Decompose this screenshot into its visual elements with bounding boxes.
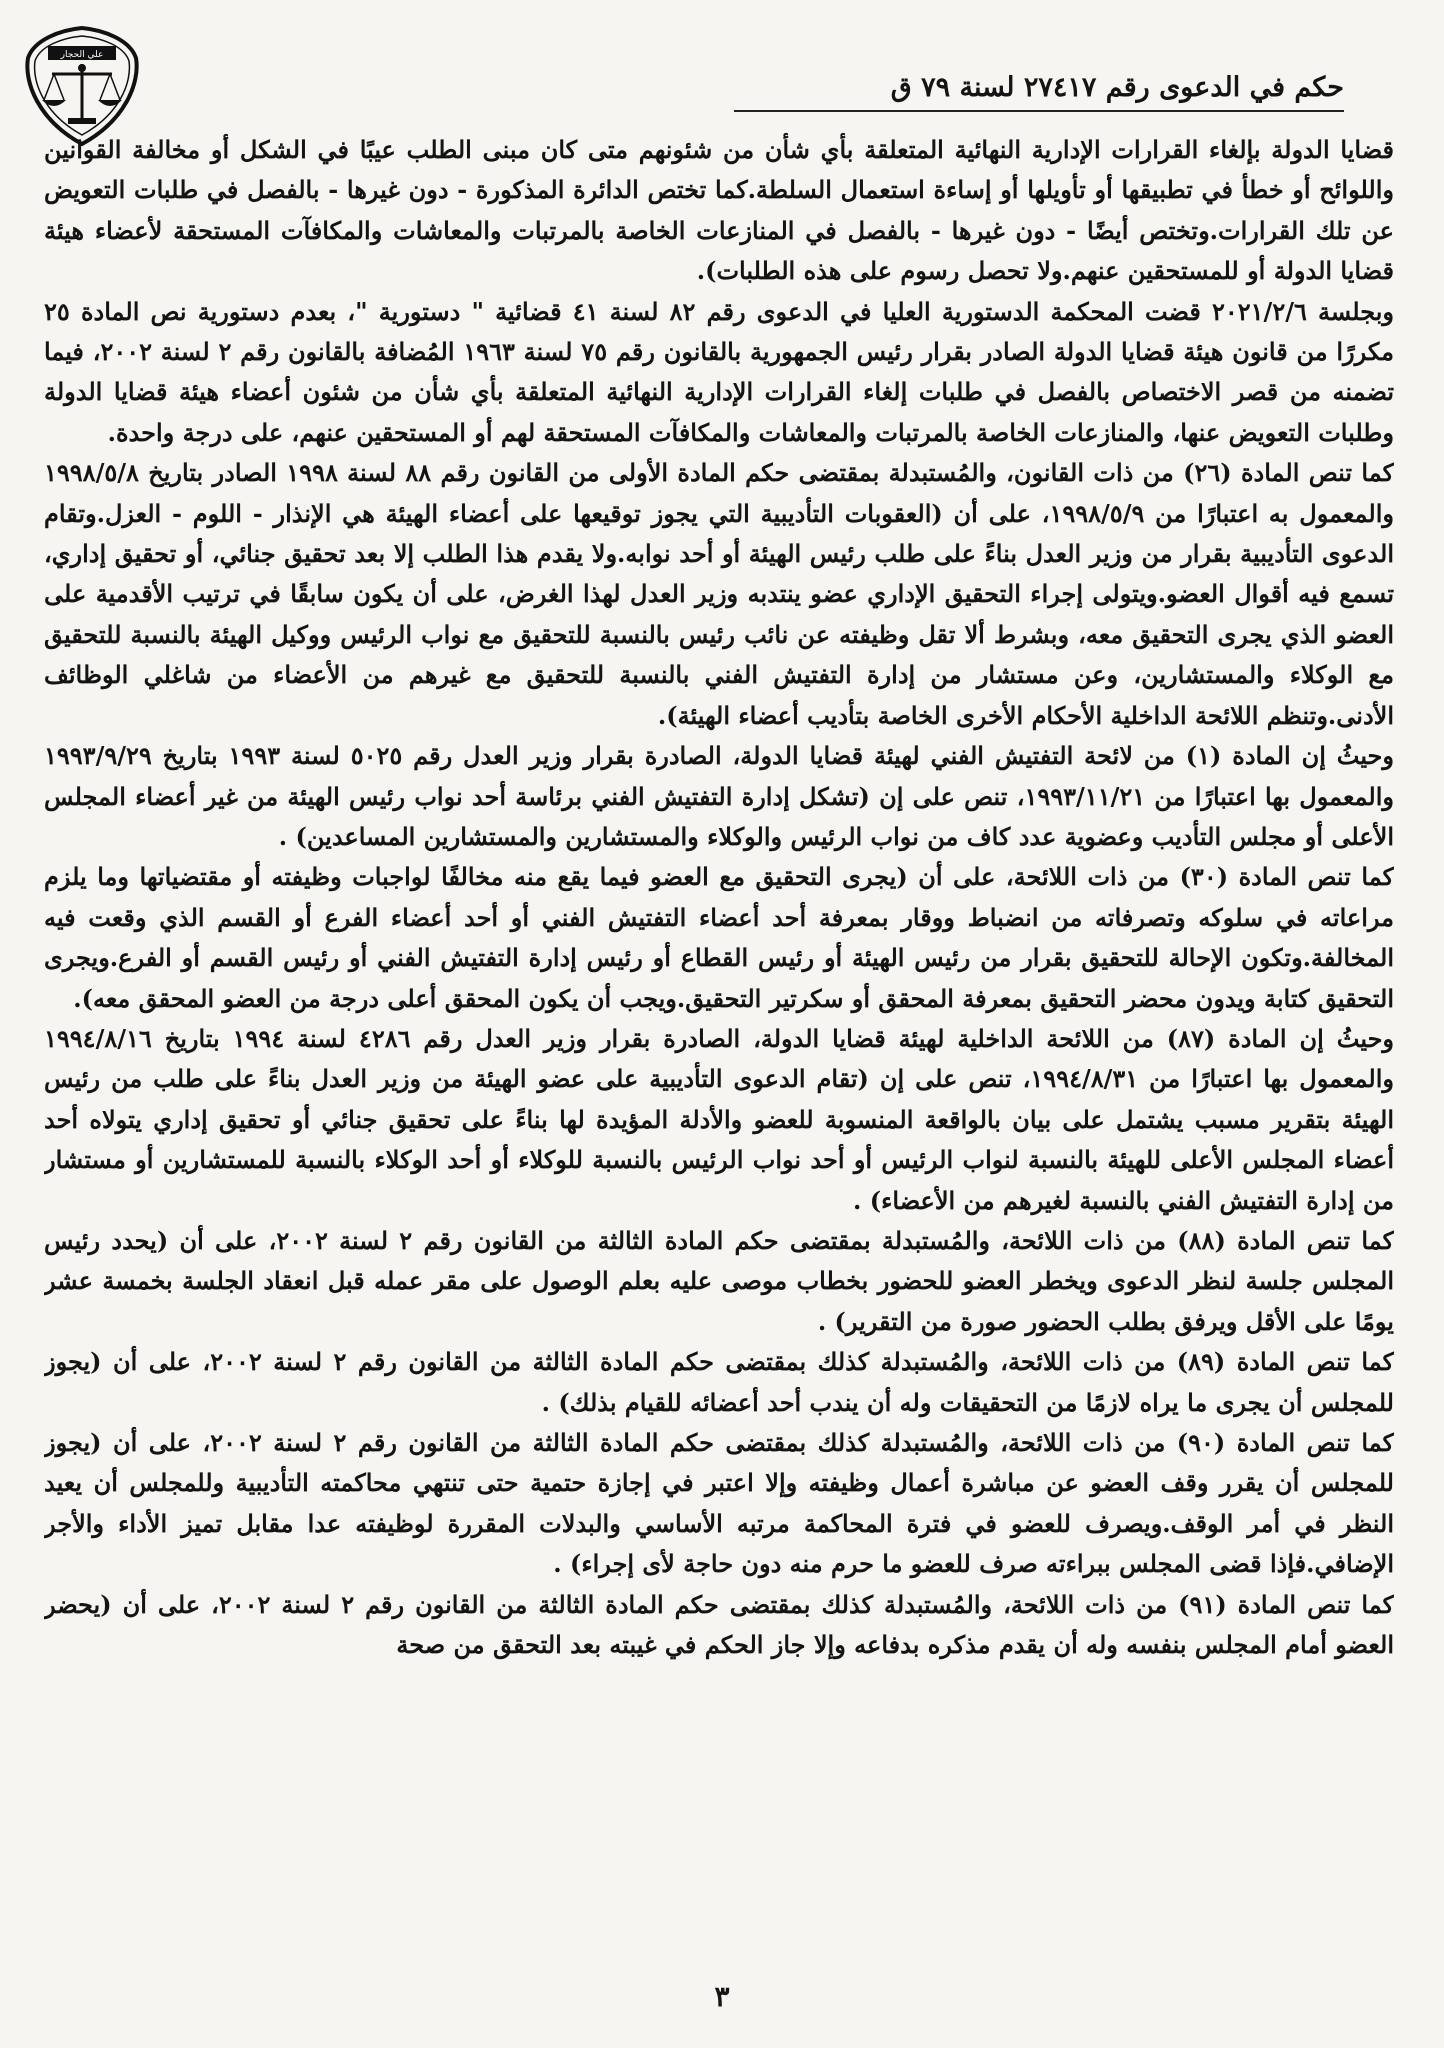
page-number: ٣ [714, 1980, 730, 2013]
paragraph: كما تنص المادة (٣٠) من ذات اللائحة، على أن (يجرى التحقيق مع العضو فيما يقع منه مخالفًا لواجبات وظيفته أو مقتضياتها وما يلزم مراعاته في سلوكه وتصرفاته من انضباط ووقار بمعرفة أحد أعضاء التفتيش الفني أو أحد أعضاء الفرع أو القسم الذي وقعت فيه المخالفة.وتكون الإحالة للتحقيق بقرار من رئيس الهيئة أو رئيس القطاع أو رئيس إدارة التفتيش الفني أو رئيس القسم أو الفرع.ويجرى التحقيق كتابة ويدون محضر التحقيق بمعرفة المحقق أو سكرتير التحقيق.ويجب أن يكون المحقق أعلى درجة من العضو المحقق معه). [44, 862, 1394, 1013]
case-title: حكم في الدعوى رقم ٢٧٤١٧ لسنة ٧٩ ق [890, 72, 1344, 103]
paragraph: قضايا الدولة بإلغاء القرارات الإدارية النهائية المتعلقة بأي شأن من شئونهم متى كان مبنى الطلب عيبًا في الشكل أو مخالفة القوانين واللوائح أو خطأ في تطبيقها أو تأويلها أو إساءة استعمال السلطة.كما تختص الدائرة المذكورة - دون غيرها - بالفصل في طلبات التعويض عن تلك القرارات.وتختص أيضًا - دون غيرها - بالفصل في المنازعات الخاصة بالمرتبات والمعاشات والمكافآت المستحقة لأعضاء هيئة قضايا الدولة أو للمستحقين عنهم.ولا تحصل رسوم على هذه الطلبات). [44, 135, 1394, 286]
paragraph: كما تنص المادة (٩٠) من ذات اللائحة، والمُستبدلة كذلك بمقتضى حكم المادة الثالثة من القانون رقم ٢ لسنة ٢٠٠٢، على أن (يجوز للمجلس أن يقرر وقف العضو عن مباشرة أعمال وظيفته وإلا اعتبر في إجازة حتمية حتى تنتهي محاكمته التأديبية وللمجلس أن يعيد النظر في أمر الوقف.ويصرف للعضو في فترة المحاكمة مرتبه الأساسي والبدلات المقررة لوظيفته عدا مقابل تميز الأداء والأجر الإضافي.فإذا قضى المجلس ببراءته صرف للعضو ما حرم منه دون حاجة لأى إجراء) . [44, 1428, 1394, 1579]
paragraph: وحيثُ إن المادة (٨٧) من اللائحة الداخلية لهيئة قضايا الدولة، الصادرة بقرار وزير العدل رقم ٤٢٨٦ لسنة ١٩٩٤ بتاريخ ١٩٩٤/٨/١٦ والمعمول بها اعتبارًا من ١٩٩٤/٨/٣١، تنص على إن (تقام الدعوى التأديبية على عضو الهيئة من وزير العدل بناءً على طلب من رئيس الهيئة بتقرير مسبب يشتمل على بيان بالواقعة المنسوبة للعضو والأدلة المؤيدة لها بناءً على تحقيق جنائي أو تحقيق إداري يتولاه أحد أعضاء المجلس الأعلى للهيئة بالنسبة لنواب الرئيس أو أحد نواب الرئيس بالنسبة للوكلاء أو أحد الوكلاء بالنسبة للمستشارين أو مستشار من إدارة التفتيش الفني بالنسبة لغيرهم من الأعضاء) . [44, 1023, 1394, 1215]
paragraph: وحيثُ إن المادة (١) من لائحة التفتيش الفني لهيئة قضايا الدولة، الصادرة بقرار وزير العدل رقم ٥٠٢٥ لسنة ١٩٩٣ بتاريخ ١٩٩٣/٩/٢٩ والمعمول بها اعتبارًا من ١٩٩٣/١١/٢١، تنص على إن (تشكل إدارة التفتيش الفني برئاسة أحد نواب رئيس الهيئة من غير أعضاء المجلس الأعلى أو مجلس التأديب وعضوية عدد كاف من نواب الرئيس والوكلاء والمستشارين والمستشارين المساعدين) . [44, 741, 1394, 851]
document-body [44, 130, 1394, 1960]
paragraph: كما تنص المادة (٨٩) من ذات اللائحة، والمُستبدلة كذلك بمقتضى حكم المادة الثالثة من القانون رقم ٢ لسنة ٢٠٠٢، على أن (يجوز للمجلس أن يجرى ما يراه لازمًا من التحقيقات وله أن يندب أحد أعضائه للقيام بذلك) . [44, 1347, 1394, 1417]
paragraph: كما تنص المادة (٢٦) من ذات القانون، والمُستبدلة بمقتضى حكم المادة الأولى من القانون رقم ٨٨ لسنة ١٩٩٨ الصادر بتاريخ ١٩٩٨/٥/٨ والمعمول به اعتبارًا من ١٩٩٨/٥/٩، على أن (العقوبات التأديبية التي يجوز توقيعها على أعضاء الهيئة هي الإنذار - اللوم - العزل.وتقام الدعوى التأديبية بقرار من وزير العدل بناءً على طلب رئيس الهيئة أو أحد نوابه.ولا يقدم هذا الطلب إلا بعد تحقيق جنائي، أو تحقيق إداري، تسمع فيه أقوال العضو.ويتولى إجراء التحقيق الإداري عضو ينتدبه وزير العدل لهذا الغرض، على أن يكون سابقًا في ترتيب الأقدمية على العضو الذي يجرى التحقيق معه، وبشرط ألا تقل وظيفته عن نائب رئيس بالنسبة للتحقيق مع نواب الرئيس ووكيل الهيئة بالنسبة للتحقيق مع الوكلاء والمستشارين، وعن مستشار من إدارة التفتيش الفني بالنسبة للتحقيق مع غيرهم من الأعضاء من شاغلي الوظائف الأدنى.وتنظم اللائحة الداخلية الأحكام الأخرى الخاصة بتأديب أعضاء الهيئة). [44, 458, 1394, 730]
logo-text: علي الحجار [60, 50, 104, 60]
paragraph: كما تنص المادة (٨٨) من ذات اللائحة، والمُستبدلة بمقتضى حكم المادة الثالثة من القانون رقم ٢ لسنة ٢٠٠٢، على أن (يحدد رئيس المجلس جلسة لنظر الدعوى ويخطر العضو للحضور بخطاب موصى عليه بعلم الوصول على مقر عمله قبل انعقاد الجلسة بخمسة عشر يومًا على الأقل ويرفق بطلب الحضور صورة من التقرير) . [44, 1225, 1394, 1336]
paragraph: وبجلسة ٢٠٢١/٢/٦ قضت المحكمة الدستورية العليا في الدعوى رقم ٨٢ لسنة ٤١ قضائية " دستورية "، بعدم دستورية نص المادة ٢٥ مكررًا من قانون هيئة قضايا الدولة الصادر بقرار رئيس الجمهورية بالقانون رقم ٧٥ لسنة ١٩٦٣ المُضافة بالقانون رقم ٢ لسنة ٢٠٠٢، فيما تضمنه من قصر الاختصاص بالفصل في طلبات إلغاء القرارات الإدارية النهائية المتعلقة بأي شأن من شئون أعضاء هيئة قضايا الدولة وطلبات التعويض عنها، والمنازعات الخاصة بالمرتبات والمعاشات والمكافآت المستحقة لهم أو المستحقين عنهم، على درجة واحدة. [44, 296, 1394, 447]
header-divider [734, 110, 1344, 112]
paragraph: كما تنص المادة (٩١) من ذات اللائحة، والمُستبدلة كذلك بمقتضى حكم المادة الثالثة من القانون رقم ٢ لسنة ٢٠٠٢، على أن (يحضر العضو أمام المجلس بنفسه وله أن يقدم مذكره بدفاعه وإلا جاز الحكم في غيبته بعد التحقق من صحة [44, 1589, 1394, 1660]
